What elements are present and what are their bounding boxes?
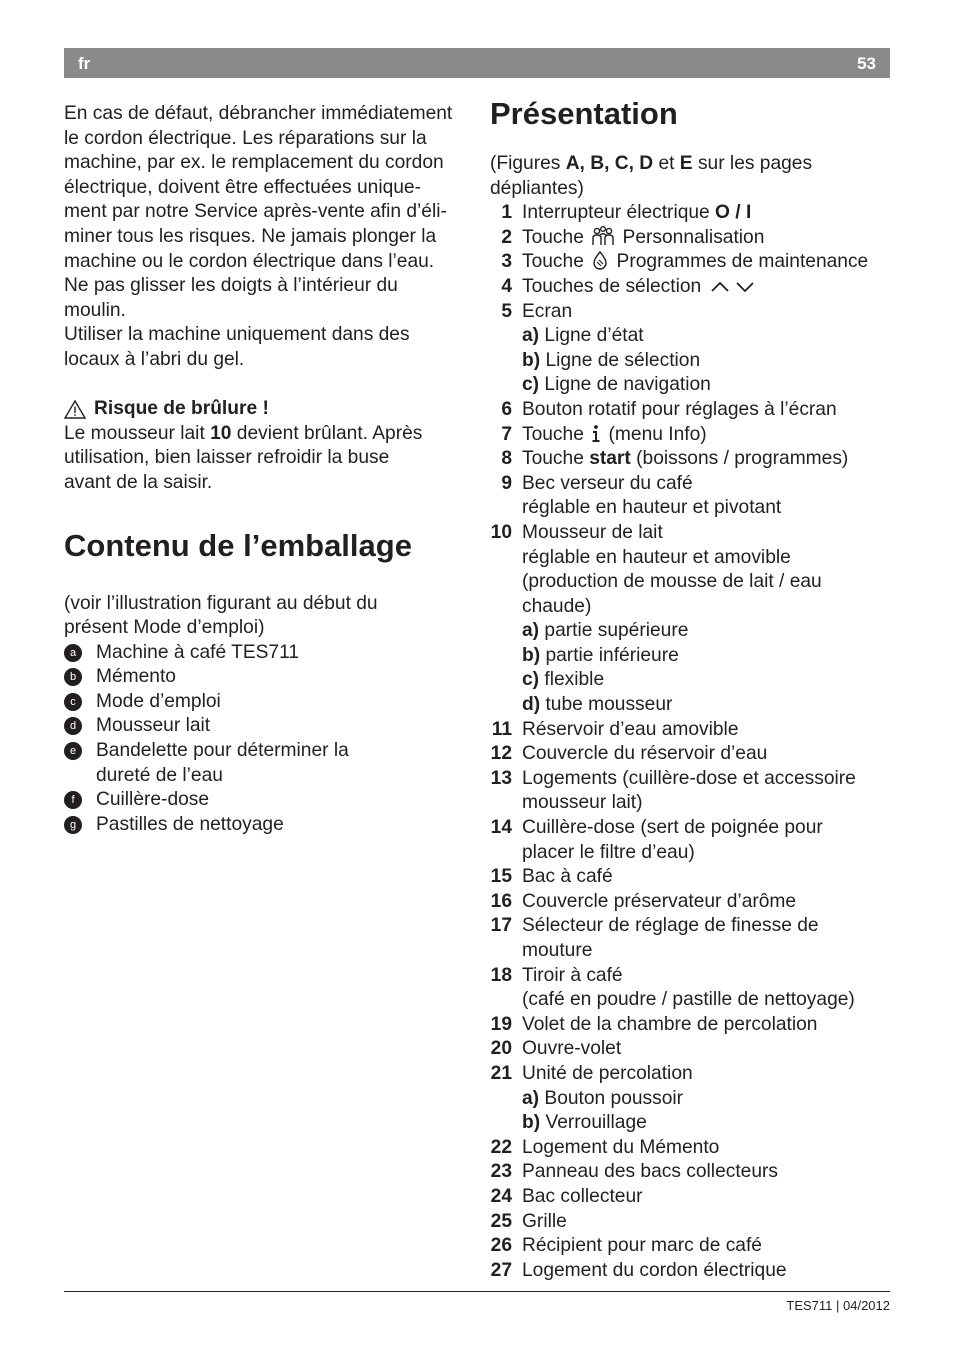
contents-item-line: Bandelette pour déterminer la [96,740,349,762]
contents-item [64,665,474,690]
safety-text-line: le cordon électrique. Les réparations sur la [64,127,427,149]
part-text [522,742,890,767]
part-line: réglable en hauteur et pivotant [522,497,782,519]
letter-marker: f [64,791,82,809]
part-text [522,275,890,300]
safety-paragraph [64,102,474,373]
warning-block [64,397,474,495]
part-text [522,521,890,718]
part-item [490,300,890,398]
safety-text-line: moulin. [64,299,126,321]
warning-triangle-icon [64,400,86,419]
part-text [522,398,890,423]
part-item [490,718,890,743]
part-text [522,1210,890,1235]
part-item [490,1234,890,1259]
part-line: Sélecteur de réglage de finesse de [522,915,819,937]
part-text [522,472,890,521]
part-subitem: c) Ligne de navigation [522,374,711,396]
part-number: 12 [490,743,512,765]
part-number: 24 [490,1185,512,1207]
contents-item-text [96,739,474,788]
safety-text-line: miner tous les risques. Ne jamais plonger la [64,225,437,247]
part-line: Unité de percolation [522,1062,693,1084]
part-item [490,201,890,226]
part-line: Ecran [522,300,573,322]
part-number: 15 [490,866,512,888]
letter-marker: c [64,693,82,711]
part-line: Couvercle préservateur d’arôme [522,890,797,912]
language-label: fr [78,54,91,73]
parts-list [490,201,890,1283]
warning-text-line: Le mousseur lait 10 devient brûlant. Après [64,422,423,444]
contents-item-line: Pastilles de nettoyage [96,813,284,835]
part-item [490,423,890,448]
part-line: Touche Personnalisation [522,226,765,248]
part-item [490,1062,890,1136]
part-number: 4 [501,275,512,297]
part-item [490,1185,890,1210]
part-number: 3 [501,251,512,273]
part-line: placer le filtre d’eau) [522,841,695,863]
part-text [522,1062,890,1136]
safety-text-line: machine, par ex. le remplacement du cordon [64,152,444,174]
part-text [522,423,890,448]
part-item [490,250,890,275]
contents-item-line: Mode d’emploi [96,690,221,712]
footer-text: TES711 | 04/2012 [786,1298,890,1313]
part-text [522,447,890,472]
part-number: 2 [501,226,512,248]
part-item [490,1037,890,1062]
part-line: Logement du Mémento [522,1136,720,1158]
part-number: 17 [490,915,512,937]
part-number: 16 [490,890,512,912]
part-number: 1 [501,202,512,224]
letter-marker: e [64,742,82,760]
part-line: Mousseur de lait [522,521,663,543]
part-line: Tiroir à café [522,964,623,986]
part-item [490,742,890,767]
part-line: Bac collecteur [522,1185,643,1207]
contents-item-text [96,788,474,813]
personalisation-icon [591,226,615,246]
contents-item [64,813,474,838]
right-column [490,94,890,1283]
part-number: 18 [490,964,512,986]
part-number: 26 [490,1235,512,1257]
contents-item-line: dureté de l’eau [96,764,223,786]
part-subitem: b) partie inférieure [522,644,679,666]
part-line: Réservoir d’eau amovible [522,718,739,740]
warning-title: Risque de brûlure ! [94,398,269,420]
part-number: 13 [490,767,512,789]
safety-text-line: ment par notre Service après-vente afin d’éli- [64,201,447,223]
part-text [522,201,890,226]
contents-item-text [96,665,474,690]
part-line: Touches de sélection [522,275,890,300]
contents-item [64,690,474,715]
contents-intro: présent Mode d’emploi) [64,617,265,639]
part-item [490,1136,890,1161]
contents-item-line: Machine à café TES711 [96,641,300,663]
contents-item-text [96,714,474,739]
letter-marker: a [64,644,82,662]
up-down-arrows-icon [709,279,757,295]
part-subitem: b) Verrouillage [522,1112,647,1134]
part-line: Bec verseur du café [522,472,693,494]
info-icon [591,423,601,443]
part-number: 5 [501,300,512,322]
part-item [490,767,890,816]
part-subitem: a) Ligne d’état [522,325,644,347]
part-line: chaude) [522,595,592,617]
part-subitem: a) Bouton poussoir [522,1087,684,1109]
part-line: Bouton rotatif pour réglages à l’écran [522,398,837,420]
safety-text-line: En cas de défaut, débrancher immédiatement [64,103,453,124]
part-line: (production de mousse de lait / eau [522,571,822,593]
letter-marker: b [64,668,82,686]
part-line: Interrupteur électrique O / I [522,202,752,224]
part-text [522,865,890,890]
safety-text-line: locaux à l’abri du gel. [64,348,245,370]
part-number: 9 [501,472,512,494]
part-line: Ouvre-volet [522,1038,622,1060]
part-text [522,914,890,963]
part-text [522,718,890,743]
part-text [522,816,890,865]
part-line: Touche (menu Info) [522,423,707,445]
part-text [522,1013,890,1038]
part-text [522,1136,890,1161]
footer-rule [64,1291,890,1292]
safety-text-line: Ne pas glisser les doigts à l’intérieur du [64,275,398,297]
contents-item-text [96,641,474,666]
part-subitem: b) Ligne de sélection [522,349,701,371]
part-line: réglable en hauteur et amovible [522,546,791,568]
contents-item [64,641,474,666]
part-line: Logement du cordon électrique [522,1259,787,1281]
part-line: Cuillère-dose (sert de poignée pour [522,817,823,839]
part-line: Bac à café [522,866,613,888]
part-line: mouture [522,940,593,961]
part-line: Touche start (boissons / programmes) [522,448,849,470]
part-number: 7 [501,423,512,445]
part-number: 8 [501,448,512,470]
part-number: 21 [490,1062,512,1084]
part-number: 22 [490,1136,512,1158]
part-number: 6 [501,398,512,420]
warning-text-line: utilisation, bien laisser refroidir la buse [64,447,390,469]
presentation-intro: dépliantes) [490,177,584,199]
part-item [490,226,890,251]
contents-item-line: Cuillère-dose [96,789,210,811]
maintenance-icon [591,250,609,270]
contents-item-line: Mémento [96,666,176,688]
part-item [490,1160,890,1185]
part-subitem: d) tube mousseur [522,694,673,716]
part-line: (café en poudre / pastille de nettoyage) [522,989,855,1011]
part-number: 25 [490,1210,512,1232]
part-item [490,1259,890,1284]
part-number: 19 [490,1013,512,1035]
contents-list [64,641,474,838]
part-item [490,816,890,865]
contents-item-text [96,690,474,715]
part-line: Logements (cuillère-dose et accessoire [522,767,856,789]
part-number: 11 [491,718,512,740]
part-item [490,1013,890,1038]
part-item [490,275,890,300]
part-text [522,767,890,816]
part-line: Récipient pour marc de café [522,1235,762,1257]
presentation-intro: (Figures A, B, C, D et E sur les pages [490,153,813,174]
part-line: mousseur lait) [522,792,643,814]
contents-item-text [96,813,474,838]
part-item [490,398,890,423]
part-item [490,1210,890,1235]
part-item [490,521,890,718]
part-text [522,250,890,275]
part-text [522,890,890,915]
safety-text-line: Utiliser la machine uniquement dans des [64,324,410,346]
part-line: Panneau des bacs collecteurs [522,1161,778,1183]
part-item [490,472,890,521]
part-number: 14 [490,817,512,839]
part-item [490,890,890,915]
part-text [522,1259,890,1284]
contents-heading: Contenu de l’emballage [64,527,412,563]
part-item [490,865,890,890]
part-line: Touche Programmes de maintenance [522,251,869,273]
letter-marker: d [64,717,82,735]
part-item [490,964,890,1013]
part-number: 20 [490,1038,512,1060]
left-column [64,102,474,837]
part-line: Couvercle du réservoir d’eau [522,743,768,765]
part-text [522,964,890,1013]
part-key-label: O / I [715,202,752,224]
part-item [490,914,890,963]
part-subitem: c) flexible [522,669,605,691]
page-number: 53 [857,54,876,73]
part-text [522,226,890,251]
contents-item-line: Mousseur lait [96,715,211,737]
part-item [490,447,890,472]
letter-marker: g [64,816,82,834]
part-text [522,1234,890,1259]
warning-text-line: avant de la saisir. [64,471,213,493]
safety-text-line: électrique, doivent être effectuées unique- [64,176,421,198]
page-header [64,48,890,78]
part-line: Volet de la chambre de percolation [522,1013,818,1035]
part-number: 10 [490,521,512,543]
part-text [522,1160,890,1185]
contents-intro: (voir l’illustration figurant au début du [64,592,378,614]
presentation-heading: Présentation [490,96,678,131]
part-text [522,300,890,398]
contents-item [64,714,474,739]
contents-item [64,739,474,788]
part-line: Grille [522,1210,567,1232]
safety-text-line: machine ou le cordon électrique dans l’eau. [64,250,435,272]
part-text [522,1037,890,1062]
part-number: 23 [490,1161,512,1183]
part-key-label: start [589,448,631,470]
part-number: 27 [490,1259,512,1281]
contents-item [64,788,474,813]
part-text [522,1185,890,1210]
part-subitem: a) partie supérieure [522,620,689,642]
